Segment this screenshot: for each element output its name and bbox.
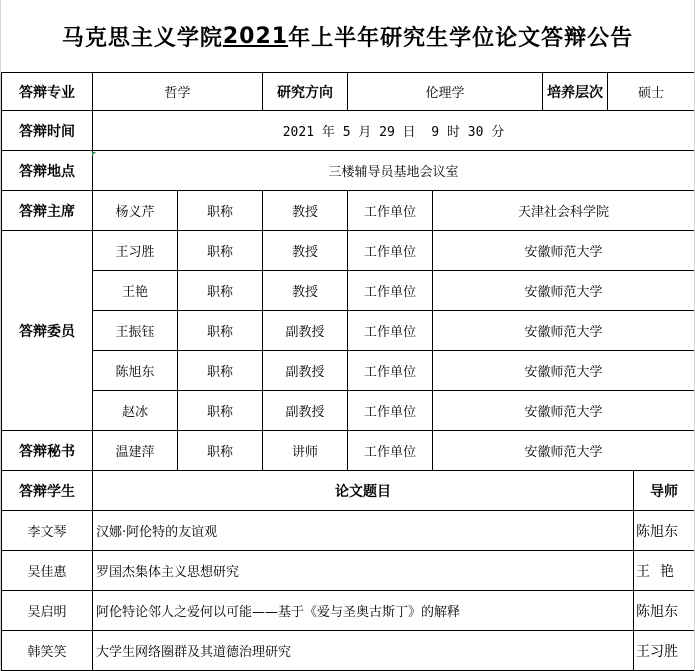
member-name: 王振钰 bbox=[93, 311, 178, 351]
place-label: 答辩地点 bbox=[2, 151, 93, 191]
time-value: 2021 年 5 月 29 日 9 时 30 分 bbox=[93, 111, 695, 151]
thesis-title: 罗国杰集体主义思想研究 bbox=[93, 551, 634, 591]
direction-label: 研究方向 bbox=[263, 73, 348, 111]
major-label: 答辩专业 bbox=[2, 73, 93, 111]
unit-label: 工作单位 bbox=[348, 271, 433, 311]
direction-value: 伦理学 bbox=[348, 73, 543, 111]
member-name: 陈旭东 bbox=[93, 351, 178, 391]
unit-label: 工作单位 bbox=[348, 351, 433, 391]
title-label: 职称 bbox=[178, 431, 263, 471]
member-name: 温建萍 bbox=[93, 431, 178, 471]
advisor-name: 王艳 bbox=[634, 551, 695, 591]
chair-label: 答辩主席 bbox=[2, 191, 93, 231]
student-name: 韩笑笑 bbox=[2, 631, 93, 671]
member-title: 教授 bbox=[263, 271, 348, 311]
title-prefix: 马克思主义学院 bbox=[61, 25, 223, 51]
member-unit: 天津社会科学院 bbox=[433, 191, 695, 231]
unit-label: 工作单位 bbox=[348, 231, 433, 271]
member-row bbox=[2, 391, 695, 431]
student-name: 吴启明 bbox=[2, 591, 93, 631]
student-name: 吴佳惠 bbox=[2, 551, 93, 591]
title-label: 职称 bbox=[178, 231, 263, 271]
table-row bbox=[2, 631, 695, 671]
member-unit: 安徽师范大学 bbox=[433, 391, 695, 431]
secretary-label: 答辩秘书 bbox=[2, 431, 93, 471]
member-name: 王艳 bbox=[93, 271, 178, 311]
title-suffix: 年上半年研究生学位论文答辩公告 bbox=[288, 25, 634, 51]
member-title: 教授 bbox=[263, 231, 348, 271]
title-year: 2021 bbox=[222, 23, 289, 49]
advisor-name: 陈旭东 bbox=[634, 511, 695, 551]
member-row bbox=[2, 231, 695, 271]
student-header: 答辩学生 bbox=[2, 471, 93, 511]
member-title: 教授 bbox=[263, 191, 348, 231]
time-label: 答辩时间 bbox=[2, 111, 93, 151]
member-unit: 安徽师范大学 bbox=[433, 431, 695, 471]
advisor-header: 导师 bbox=[634, 471, 695, 511]
member-row bbox=[2, 311, 695, 351]
member-unit: 安徽师范大学 bbox=[433, 351, 695, 391]
thesis-title: 大学生网络圈群及其道德治理研究 bbox=[93, 631, 634, 671]
unit-label: 工作单位 bbox=[348, 311, 433, 351]
title-label: 职称 bbox=[178, 271, 263, 311]
students-header-row bbox=[2, 471, 695, 511]
chair-row bbox=[2, 191, 695, 231]
member-unit: 安徽师范大学 bbox=[433, 311, 695, 351]
member-row bbox=[2, 351, 695, 391]
member-title: 副教授 bbox=[263, 391, 348, 431]
title-label: 职称 bbox=[178, 391, 263, 431]
secretary-row bbox=[2, 431, 695, 471]
title-label: 职称 bbox=[178, 191, 263, 231]
title-label: 职称 bbox=[178, 351, 263, 391]
major-value: 哲学 bbox=[93, 73, 263, 111]
cell-comment-marker bbox=[92, 152, 96, 156]
member-row bbox=[2, 271, 695, 311]
member-title: 副教授 bbox=[263, 351, 348, 391]
thesis-header: 论文题目 bbox=[93, 471, 634, 511]
students-table bbox=[1, 470, 695, 671]
thesis-title: 汉娜·阿伦特的友谊观 bbox=[93, 511, 634, 551]
unit-label: 工作单位 bbox=[348, 191, 433, 231]
title-label: 职称 bbox=[178, 311, 263, 351]
table-row bbox=[2, 511, 695, 551]
table-row bbox=[2, 591, 695, 631]
place-value: 三楼辅导员基地会议室 bbox=[93, 151, 695, 191]
member-title: 副教授 bbox=[263, 311, 348, 351]
member-name: 杨义芹 bbox=[93, 191, 178, 231]
member-name: 赵冰 bbox=[93, 391, 178, 431]
committee-table bbox=[1, 72, 695, 471]
member-name: 王习胜 bbox=[93, 231, 178, 271]
level-label: 培养层次 bbox=[543, 73, 608, 111]
member-unit: 安徽师范大学 bbox=[433, 271, 695, 311]
level-value: 硕士 bbox=[608, 73, 695, 111]
page-title bbox=[0, 0, 695, 73]
table-row bbox=[2, 551, 695, 591]
members-label: 答辩委员 bbox=[2, 231, 93, 431]
member-unit: 安徽师范大学 bbox=[433, 231, 695, 271]
unit-label: 工作单位 bbox=[348, 431, 433, 471]
unit-label: 工作单位 bbox=[348, 391, 433, 431]
advisor-name: 王习胜 bbox=[634, 631, 695, 671]
advisor-name: 陈旭东 bbox=[634, 591, 695, 631]
thesis-title: 阿伦特论邻人之爱何以可能——基于《爱与圣奥古斯丁》的解释 bbox=[93, 591, 634, 631]
student-name: 李文琴 bbox=[2, 511, 93, 551]
member-title: 讲师 bbox=[263, 431, 348, 471]
